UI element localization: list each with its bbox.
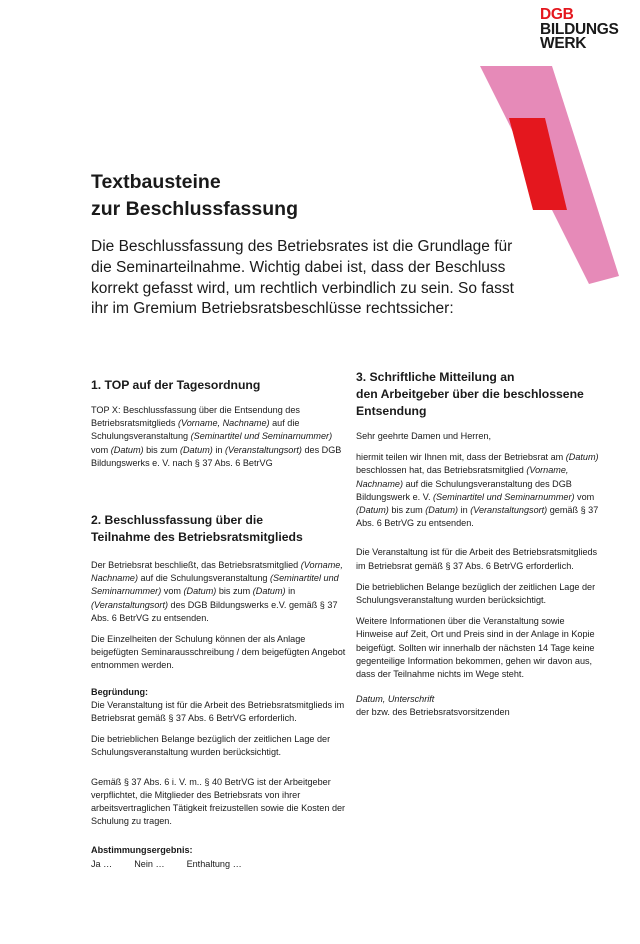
text-run: vom bbox=[574, 491, 595, 502]
signature-role: der bzw. des Betriebsratsvorsitzenden bbox=[356, 707, 510, 718]
text-run: vom bbox=[91, 444, 111, 455]
text-run: Der Betriebsrat beschließt, das Betriebsratsmitglied bbox=[91, 560, 301, 570]
letter-paragraph-4: Weitere Informationen über die Veranstaltung sowie Hinweise auf Zeit, Ort und Preis sind in der Anlage in Kopie beigefügt. Sollten wir innerhalb der nächsten 14 Tage keine gegenteilige Information bekommen, gehen wir davon aus, dass der Teilnahme nichts im Wege steht. bbox=[356, 616, 595, 680]
section-2 bbox=[91, 512, 347, 871]
text-run: in bbox=[285, 586, 296, 597]
placeholder-date: (Datum) bbox=[252, 586, 286, 597]
letter-paragraph-1 bbox=[356, 451, 600, 530]
section-1-text bbox=[91, 404, 347, 470]
text-run: bis zum bbox=[216, 586, 253, 597]
section-2-heading-line-2: Teilnahme des Betriebsratsmitglieds bbox=[91, 530, 303, 544]
dgb-bildungswerk-logo bbox=[540, 8, 619, 52]
logo-line-werk: WERK bbox=[540, 35, 587, 52]
section-3-heading-line-2: den Arbeitgeber über die beschlossene bbox=[356, 387, 584, 401]
placeholder-date: (Datum) bbox=[565, 452, 599, 463]
text-run: hiermit teilen wir Ihnen mit, dass der Betriebsrat am bbox=[356, 452, 566, 463]
vote-label bbox=[91, 844, 347, 857]
text-run: TOP X: Beschlussfassung über die Entsendung des Betriebsratsmitglieds bbox=[91, 405, 300, 429]
letter-greeting: Sehr geehrte Damen und Herren, bbox=[356, 431, 491, 441]
text-run: bis zum bbox=[143, 444, 180, 455]
text-run: in bbox=[212, 444, 225, 455]
logo-line-bildungs: BILDUNGS bbox=[540, 20, 619, 38]
logo-line-dgb: DGB bbox=[540, 6, 574, 23]
section-3-heading-line-1: 3. Schriftliche Mitteilung an bbox=[356, 370, 515, 384]
section-2-heading-line-1: 2. Beschlussfassung über die bbox=[91, 513, 264, 527]
letter-paragraph-2: Die Veranstaltung ist für die Arbeit des Betriebsratsmitglieds im Betriebsrat gemäß § 37 Abs. 6 BetrVG erforderlich. bbox=[356, 547, 598, 571]
section-2-details: Die Einzelheiten der Schulung können der als Anlage beigefügten Seminarausschreibung / dem beigefügten Angebot entnommen werden. bbox=[91, 634, 346, 671]
placeholder-seminar: (Seminartitel und Seminarnummer) bbox=[91, 573, 339, 597]
text-run: vom bbox=[161, 586, 184, 597]
vote-ja: Ja … bbox=[91, 858, 113, 869]
vote-label-text: Abstimmungsergebnis: bbox=[91, 845, 193, 856]
section-3-heading-line-3: Entsendung bbox=[356, 404, 427, 418]
letter-paragraph-3: Die betrieblichen Belange bezüglich der zeitlichen Lage der Schulungsveranstaltung wurden berücksichtigt. bbox=[356, 581, 596, 606]
placeholder-date: (Datum) bbox=[179, 444, 213, 455]
text-run: des DGB Bildungswerks e. V. nach § 37 Abs. 6 BetrVG bbox=[91, 444, 342, 468]
placeholder-name: (Vorname, Nachname) bbox=[91, 560, 343, 584]
section-1-heading: 1. TOP auf der Tagesordnung bbox=[91, 378, 261, 392]
placeholder-date: (Datum) bbox=[425, 505, 459, 516]
section-2-reason-3: Gemäß § 37 Abs. 6 i. V. m.. § 40 BetrVG ist der Arbeitgeber verpflichtet, die Mitglieder des Betriebsrats von ihrer arbeitsvertraglichen Tätigkeit freizustellen sowie die Kosten der Schulung zu tragen. bbox=[91, 776, 346, 827]
vote-nein: Nein … bbox=[134, 858, 165, 869]
page-title bbox=[91, 169, 298, 223]
text-run: bis zum bbox=[388, 505, 426, 516]
placeholder-date: (Datum) bbox=[183, 586, 217, 597]
text-run: in bbox=[458, 505, 471, 516]
section-3-heading bbox=[356, 369, 600, 420]
placeholder-location: (Veranstaltungsort) bbox=[91, 599, 168, 610]
placeholder-seminar: (Seminartitel und Seminarnummer) bbox=[190, 431, 333, 442]
title-line-2: zur Beschlussfassung bbox=[91, 198, 298, 220]
section-2-heading bbox=[91, 512, 347, 546]
placeholder-name: (Vorname, Nachname) bbox=[356, 465, 569, 489]
intro-paragraph: Die Beschlussfassung des Betriebsrates ist die Grundlage für die Seminarteilnahme. Wichtig dabei ist, dass der Beschluss korrekt gefasst wird, um rechtlich verbindlich zu sein. So fasst ihr im Gremium Betriebsratsbeschlüsse rechtssicher: bbox=[91, 238, 514, 318]
begruendung-label-text: Begründung: bbox=[91, 686, 149, 697]
placeholder-seminar: (Seminartitel und Seminarnummer) bbox=[433, 491, 575, 502]
vote-options bbox=[91, 858, 347, 871]
placeholder-location: (Veranstaltungsort) bbox=[470, 505, 548, 516]
text-run: auf die Schulungsveranstaltung bbox=[138, 573, 270, 584]
section-3 bbox=[356, 369, 600, 720]
placeholder-location: (Veranstaltungsort) bbox=[224, 444, 302, 455]
begruendung-label bbox=[91, 686, 347, 699]
section-2-reason-2: Die betrieblichen Belange bezüglich der zeitlichen Lage der Schulungsveranstaltung wurden berücksichtigt. bbox=[91, 734, 331, 758]
text-run: auf die Schulungsveranstaltung des DGB Bildungswerk e. V. bbox=[356, 478, 572, 502]
section-2-reason-1: Die Veranstaltung ist für die Arbeit des Betriebsratsmitglieds im Betriebsrat gemäß § 37 Abs. 6 BetrVG erforderlich. bbox=[91, 699, 345, 724]
text-run: auf die Schulungsveranstaltung bbox=[91, 418, 300, 442]
title-line-1: Textbausteine bbox=[91, 171, 221, 193]
text-run: des DGB Bildungswerks e.V. gemäß § 37 Abs. 6 BetrVG zu entsenden. bbox=[91, 599, 338, 623]
text-run: beschlossen hat, das Betriebsratsmitglied bbox=[356, 465, 527, 476]
vote-enthaltung: Enthaltung … bbox=[186, 858, 242, 869]
signature-placeholder: Datum, Unterschrift bbox=[356, 694, 435, 705]
section-1 bbox=[91, 377, 347, 478]
signature-label bbox=[356, 693, 600, 706]
placeholder-name: (Vorname, Nachname) bbox=[177, 418, 270, 429]
text-run: gemäß § 37 Abs. 6 BetrVG zu entsenden. bbox=[356, 505, 599, 529]
section-2-resolution bbox=[91, 559, 347, 625]
placeholder-date: (Datum) bbox=[356, 505, 389, 516]
placeholder-date: (Datum) bbox=[110, 444, 144, 455]
